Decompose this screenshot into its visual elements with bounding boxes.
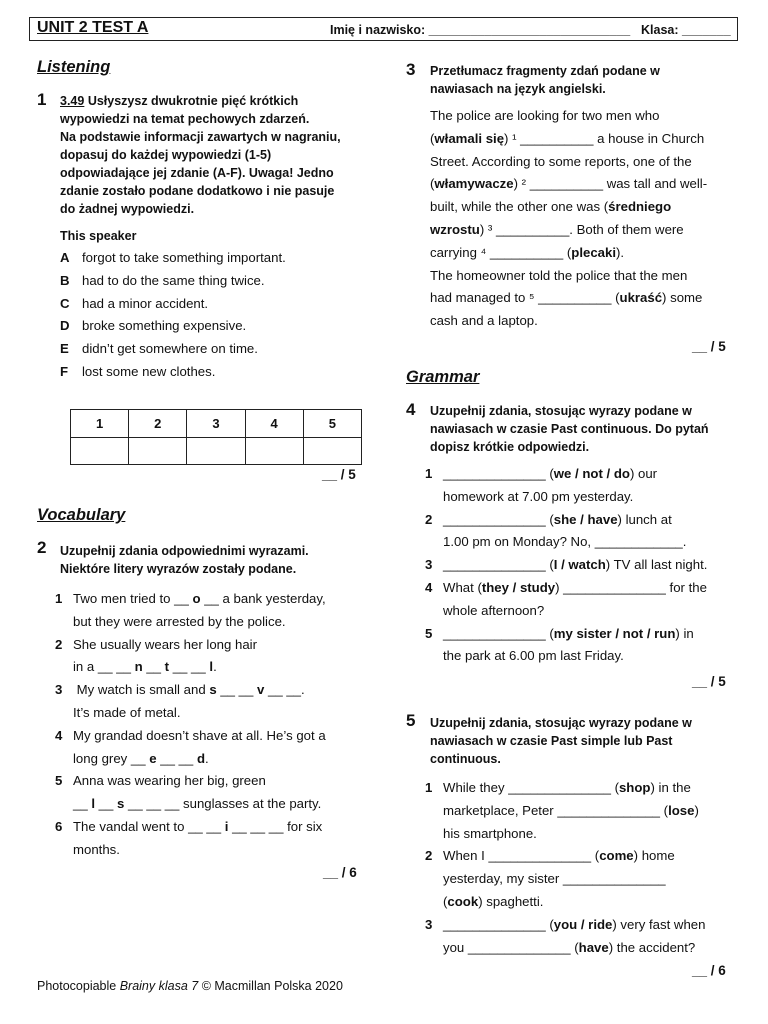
list-item: 1 Two men tried to __ o __ a bank yesterday, <box>55 591 326 606</box>
list-item: 2 When I ______________ (come) home <box>425 848 675 864</box>
grid-answer-cell[interactable] <box>129 437 187 465</box>
question-number-2: 2 <box>37 538 47 557</box>
q2-items: 1 Two men tried to __ o __ a bank yesterday, but they were arrested by the police. 2 She usually wears her long hair in a __ __ n __ t __ __ l. 3 My watch is small and s __ __ v __ __. It’s made of metal. 4 My grandad doesn’t shave at all. He’s got a long grey __ e __ __ d. 5 Anna was wearing her big, green __ l __ s __ __ __ sunglasses at the party. 6 The vandal went to __ __ i __ __ __ for six months. <box>55 588 365 862</box>
answer-grid <box>70 409 362 465</box>
option-f: F lost some new clothes. <box>60 363 216 379</box>
question-number-3: 3 <box>406 60 416 79</box>
option-c: C had a minor accident. <box>60 295 209 311</box>
section-listening: Listening <box>37 58 111 76</box>
grid-header-4: 4 <box>245 410 303 438</box>
q2-score: __ / 6 <box>323 865 357 880</box>
list-item: 1 ______________ (we / not / do) our <box>425 466 658 481</box>
track-number: 3.49 <box>60 94 85 108</box>
list-item: 2 ______________ (she / have) lunch at <box>425 511 672 527</box>
unit-title: UNIT 2 TEST A <box>37 19 149 36</box>
q4-instructions: Uzupełnij zdania, stosując wyrazy podane w nawiasach w czasie Past continuous. Do pytań dopisz krótkie odpowiedzi. <box>430 404 709 454</box>
list-item: 6 The vandal went to __ __ i __ __ __ for six <box>55 818 323 834</box>
grid-answer-cell[interactable] <box>303 437 361 465</box>
grid-header-2: 2 <box>129 410 187 438</box>
q5-score: __ / 6 <box>692 963 726 978</box>
q1-score: __ / 5 <box>322 467 356 482</box>
question-number-4: 4 <box>406 400 416 419</box>
grid-header-3: 3 <box>187 410 245 438</box>
this-speaker-label: This speaker <box>60 229 137 243</box>
question-number-1: 1 <box>37 90 47 109</box>
list-item: 2 She usually wears her long hair <box>55 636 257 652</box>
grid-answer-cell[interactable] <box>71 437 129 465</box>
q2-instructions: Uzupełnij zdania odpowiednimi wyrazami. Niektóre litery wyrazów zostały podane. <box>60 544 309 576</box>
section-grammar: Grammar <box>406 368 480 386</box>
option-a: A forgot to take something important. <box>60 250 286 265</box>
list-item: 5 ______________ (my sister / not / run) in <box>425 625 694 641</box>
q3-text: The police are looking for two men who (włamali się) ¹ __________ a house in Church Street. According to some reports, one of the (włamywacze) ² __________ was tall and well- built, while the other one was (średniego wzrostu) ³ __________. Both of them were carrying ⁴ __________ (plecaki). The homeowner told the police that the men had managed to ⁵ __________ (ukraść) some cash and a laptop. <box>430 108 708 329</box>
grid-answer-cell[interactable] <box>245 437 303 465</box>
option-b: B had to do the same thing twice. <box>60 272 265 288</box>
grid-answer-cell[interactable] <box>187 437 245 465</box>
option-d: D broke something expensive. <box>60 318 247 334</box>
list-item: 4 What (they / study) ______________ for the <box>425 579 707 595</box>
class-field[interactable]: Klasa: _______ <box>641 23 731 37</box>
grid-header-5: 5 <box>303 410 361 438</box>
q5-items: 1 While they ______________ (shop) in the marketplace, Peter ______________ (lose) his smartphone. 2 When I ______________ (come) home yesterday, my sister ______________ (cook) spaghetti. 3 ______________ (you / ride) very fast when you ______________ (have) the accident? <box>425 777 740 959</box>
q5-instructions: Uzupełnij zdania, stosując wyrazy podane w nawiasach w czasie Past simple lub Past continuous. <box>430 716 692 766</box>
option-e: E didn’t get somewhere on time. <box>60 341 258 357</box>
list-item: 3 ______________ (you / ride) very fast when <box>425 916 706 932</box>
q4-score: __ / 5 <box>692 674 726 689</box>
list-item: 3 ______________ (I / watch) TV all last night. <box>425 557 708 573</box>
list-item: 3 My watch is small and s __ __ v __ __. <box>55 682 305 698</box>
name-field[interactable]: Imię i nazwisko: _____________________________ <box>330 23 631 37</box>
q3-instructions: Przetłumacz fragmenty zdań podane w nawiasach na język angielski. <box>430 64 660 96</box>
section-vocabulary: Vocabulary <box>37 506 126 524</box>
list-item: 5 Anna was wearing her big, green <box>55 773 266 789</box>
q1-instructions: 3.49 Usłyszysz dwukrotnie pięć krótkich wypowiedzi na temat pechowych zdarzeń. Na podstawie informacji zawartych w nagraniu, dopasuj do każdej wypowiedzi (1-5) odpowiadające jej zdanie (A-F). Uwaga! Jedno zdanie zostało podane dodatkowo i nie pasuje do żadnej wypowiedzi. <box>60 94 341 216</box>
footer-copyright: Photocopiable Brainy klasa 7 © Macmillan Polska 2020 <box>37 979 343 993</box>
q4-items: 1 ______________ (we / not / do) our homework at 7.00 pm yesterday. 2 ______________ (she / have) lunch at 1.00 pm on Monday? No, ____________. 3 ______________ (I / watch) TV all last night. 4 What (they / study) ______________ for the whole afternoon? 5 ______________ (my sister / not / run) in the park at 6.00 pm last Friday. <box>425 463 740 668</box>
q3-score: __ / 5 <box>692 339 726 354</box>
q1-options <box>60 247 360 384</box>
list-item: 4 My grandad doesn’t shave at all. He’s got a <box>55 727 326 743</box>
question-number-5: 5 <box>406 711 416 730</box>
grid-header-1: 1 <box>71 410 129 438</box>
list-item: 1 While they ______________ (shop) in the <box>425 780 691 795</box>
